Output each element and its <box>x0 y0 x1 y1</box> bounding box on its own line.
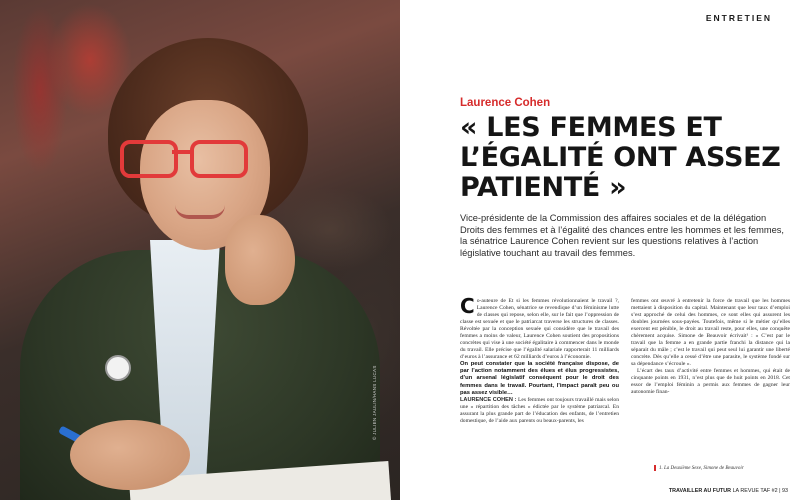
answer-continued: femmes ont œuvré à entretenir la force de travail que les hommes mettaient à disposition du capital. Maintenant que leur taux d’emploi s’est approché de celui des hommes, ce sont elles qui assurent les doubles journées sous-payées. Toutefois, même si le métier qu’elles exercent est pénible, le droit au travail reste, pour elles, une conquête chèrement acquise. Simone de Beauvoir écrivait¹ : « C’est par le travail que la femme a en grande partie franchi la distance qui la séparait du mâle ; c’est le travail qui peut seul lui garantir une liberté concrète. Dès qu’elle a cessé d’être une parasite, le système fondé sur sa dépendance s’écroule ». <box>631 298 790 367</box>
photo-credit: © JULIEN JAULIN/HANS LUCAS <box>372 365 377 440</box>
photo-glasses-left <box>120 140 178 178</box>
interviewee-name: Laurence Cohen <box>460 97 551 109</box>
page-footer <box>669 488 788 494</box>
article-column-2 <box>631 298 790 425</box>
headline-line-1: « LES FEMMES ET <box>460 112 722 143</box>
intro-paragraph: Vice-présidente de la Commission des affaires sociales et de la délégation Droits des femmes et à l’égalité des chances entre les hommes et les femmes, la sénatrice Laurence Cohen revient sur les questions relatives à l’action législative touchant au travail des femmes. <box>460 213 784 258</box>
interview-answer <box>460 397 619 425</box>
section-label: ENTRETIEN <box>705 13 772 23</box>
photo-hand-writing <box>70 420 190 490</box>
headline <box>460 113 790 203</box>
dropcap: C <box>460 294 475 318</box>
footer-issue-page: LA REVUE TAF #2 | 93 <box>732 488 788 494</box>
photo-smile <box>175 205 225 219</box>
footnote-text: 1. La Deuxième Sexe, Simone de Beauvoir <box>659 466 744 472</box>
headline-line-3: PATIENTÉ » <box>460 172 627 203</box>
article-column-1 <box>460 294 619 425</box>
answer-text: Les femmes ont toujours travaillé mais selon une « répartition des tâches » édictée par le système patriarcal. En assurant la plus grande part de l’éducation des enfants, de l’entretien domestique, de l’aide aux parents ou beaux-parents, les <box>460 397 619 425</box>
footnote-marker <box>654 465 656 471</box>
photo-glasses-right <box>190 140 248 178</box>
headline-line-2: L’ÉGALITÉ ONT ASSEZ <box>460 142 781 173</box>
answer-speaker: LAURENCE COHEN : <box>460 397 517 404</box>
article-columns <box>460 294 790 425</box>
photo-badge <box>105 355 131 381</box>
interview-question: On peut constater que la société française dispose, de par l’action notamment des élues et élus progressistes, d’un arsenal législatif conséquent pour le droit des femmes dans le travail. Pourtant, l’impact paraît peu ou pas assez visible… <box>460 361 619 396</box>
answer-continued-2: L’écart des taux d’activité entre femmes et hommes, qui était de cinquante points en 1931, n’est plus que de huit points en 2018. Cet essor de l’emploi féminin a permis aux femmes de gagner leur autonomie finan- <box>631 368 790 395</box>
photo-glasses-bridge <box>172 150 190 154</box>
footnote <box>654 465 744 471</box>
article-page <box>400 0 800 500</box>
footer-magazine: TRAVAILLER AU FUTUR <box>668 488 732 494</box>
article-paragraph <box>460 294 619 361</box>
lead-text: o-auteure de Et si les femmes révolutionnaient le travail ?, Laurence Cohen, sénatrice se revendique d’un féminisme lutte de classes qui repose, selon elle, sur le fait que l’oppression de classe est sexuée et que le patriarcat traverse les structures de classes. Révoltée par la conception sexuée qui considère que le travail des femmes a moins de valeur, Laurence Cohen soutient des propositions concrètes qui vise à une société égalitaire à commencer dans le monde du travail. Elle précise que l’égalité salariale rapporterait 11 milliards d’euros à l’assurance et 62 milliards d’euros à l’économie. <box>460 298 619 360</box>
photo-hand-chin <box>225 215 295 305</box>
